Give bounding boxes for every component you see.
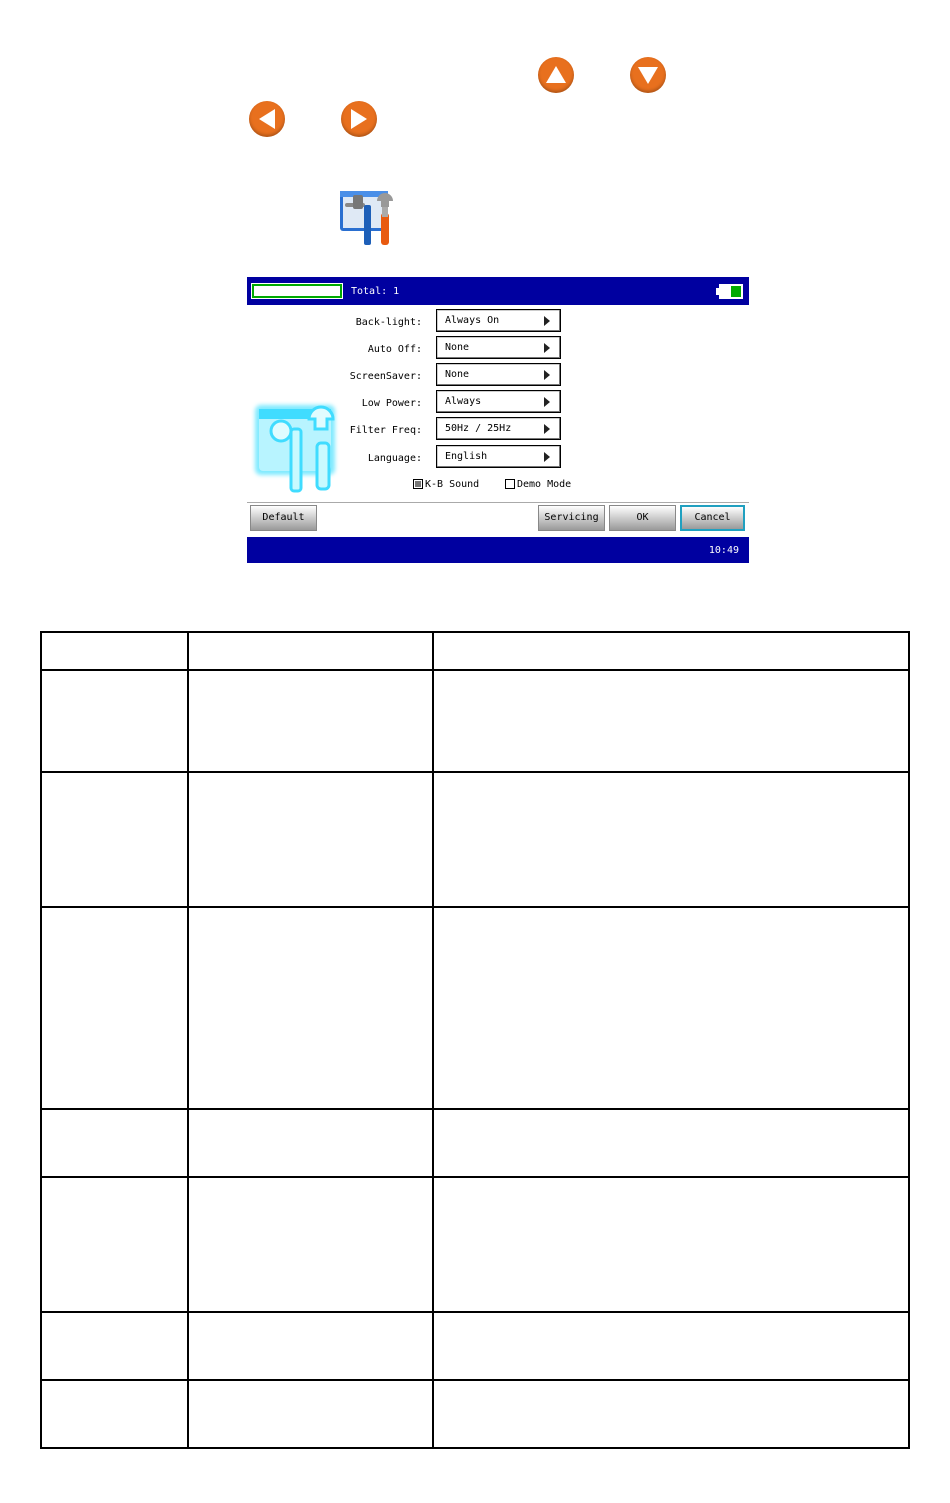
table-cell bbox=[188, 670, 433, 772]
description-table bbox=[40, 631, 910, 1449]
table-cell bbox=[188, 772, 433, 907]
table-cell bbox=[188, 1312, 433, 1380]
low-power-label: Low Power: bbox=[361, 398, 422, 409]
table-cell bbox=[41, 632, 188, 670]
chevron-right-icon bbox=[544, 452, 550, 462]
top-status-bar bbox=[247, 277, 749, 305]
default-button[interactable]: Default bbox=[250, 505, 317, 531]
chevron-right-icon bbox=[544, 316, 550, 326]
progress-bar bbox=[251, 283, 343, 299]
cancel-button[interactable]: Cancel bbox=[680, 505, 745, 531]
table-cell bbox=[188, 1177, 433, 1312]
table-row bbox=[41, 1177, 909, 1312]
table-cell bbox=[41, 1380, 188, 1448]
auto-off-value: None bbox=[445, 342, 470, 353]
table-header-row bbox=[41, 632, 909, 670]
backlight-value: Always On bbox=[445, 315, 500, 326]
table-cell bbox=[188, 907, 433, 1109]
auto-off-dropdown[interactable] bbox=[436, 336, 561, 359]
backlight-label: Back-light: bbox=[355, 317, 422, 328]
total-count: Total: 1 bbox=[351, 286, 400, 297]
table-cell bbox=[433, 1380, 909, 1448]
screensaver-value: None bbox=[445, 369, 470, 380]
table-cell bbox=[433, 772, 909, 907]
low-power-dropdown[interactable] bbox=[436, 390, 561, 413]
language-label: Language: bbox=[367, 453, 422, 464]
screensaver-label: ScreenSaver: bbox=[349, 371, 422, 382]
table-row bbox=[41, 1312, 909, 1380]
table-cell bbox=[433, 1109, 909, 1177]
table-cell bbox=[433, 632, 909, 670]
language-value: English bbox=[445, 451, 488, 462]
chevron-right-icon bbox=[544, 397, 550, 407]
filter-freq-value: 50Hz / 25Hz bbox=[445, 423, 512, 434]
table-row bbox=[41, 907, 909, 1109]
table-cell bbox=[188, 1380, 433, 1448]
chevron-right-icon bbox=[544, 424, 550, 434]
bottom-status-bar bbox=[247, 537, 749, 563]
settings-watermark-icon bbox=[251, 401, 343, 493]
table-cell bbox=[433, 1177, 909, 1312]
arrow-right-icon bbox=[341, 101, 377, 137]
checkbox-checked-icon bbox=[413, 479, 423, 489]
filter-freq-dropdown[interactable] bbox=[436, 417, 561, 440]
table-cell bbox=[188, 632, 433, 670]
table-row bbox=[41, 1109, 909, 1177]
backlight-dropdown[interactable] bbox=[436, 309, 561, 332]
kb-sound-label: K-B Sound bbox=[425, 479, 480, 490]
table-row bbox=[41, 772, 909, 907]
table-cell bbox=[41, 1312, 188, 1380]
language-dropdown[interactable] bbox=[436, 445, 561, 468]
auto-off-label: Auto Off: bbox=[367, 344, 422, 355]
table-cell bbox=[41, 1177, 188, 1312]
table-cell bbox=[433, 670, 909, 772]
table-cell bbox=[41, 670, 188, 772]
chevron-right-icon bbox=[544, 343, 550, 353]
low-power-value: Always bbox=[445, 396, 482, 407]
kb-sound-checkbox[interactable] bbox=[413, 479, 479, 490]
table-cell bbox=[41, 1109, 188, 1177]
device-screen bbox=[247, 277, 749, 563]
demo-mode-label: Demo Mode bbox=[517, 479, 572, 490]
table-cell bbox=[41, 907, 188, 1109]
ok-button[interactable]: OK bbox=[609, 505, 676, 531]
arrow-down-icon bbox=[630, 57, 666, 93]
table-cell bbox=[41, 772, 188, 907]
arrow-up-icon bbox=[538, 57, 574, 93]
clock: 10:49 bbox=[708, 545, 739, 556]
filter-freq-label: Filter Freq: bbox=[349, 425, 422, 436]
screensaver-dropdown[interactable] bbox=[436, 363, 561, 386]
table-cell bbox=[433, 1312, 909, 1380]
arrow-left-icon bbox=[249, 101, 285, 137]
table-cell bbox=[433, 907, 909, 1109]
divider bbox=[247, 502, 749, 503]
table-row bbox=[41, 1380, 909, 1448]
servicing-button[interactable]: Servicing bbox=[538, 505, 605, 531]
battery-icon bbox=[719, 284, 743, 299]
checkbox-unchecked-icon bbox=[505, 479, 515, 489]
chevron-right-icon bbox=[544, 370, 550, 380]
table-row bbox=[41, 670, 909, 772]
table-cell bbox=[188, 1109, 433, 1177]
tools-settings-icon bbox=[337, 187, 401, 249]
demo-mode-checkbox[interactable] bbox=[505, 479, 571, 490]
